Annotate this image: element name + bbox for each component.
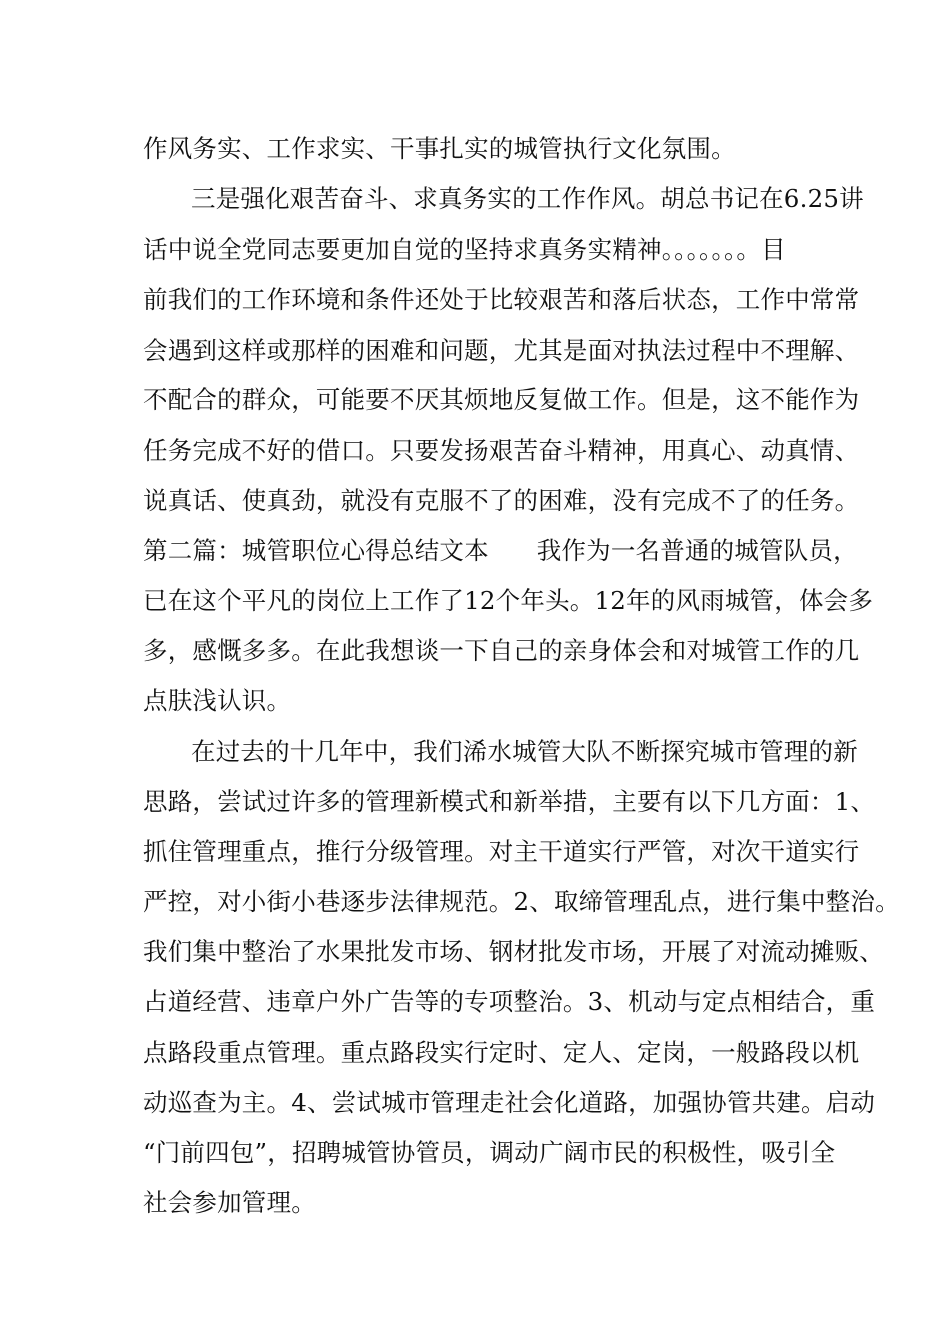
text-line: 点路段重点管理。重点路段实行定时、定人、定岗，一般路段以机 bbox=[143, 1038, 860, 1067]
paragraph-start-line: 在过去的十几年中，我们浠水城管大队不断探究城市管理的新 bbox=[191, 737, 858, 766]
text-line: 我们集中整治了水果批发市场、钢材批发市场，开展了对流动摊贩、 bbox=[143, 937, 884, 966]
text-line: 说真话、使真劲，就没有克服不了的困难，没有完成不了的任务。 bbox=[143, 486, 860, 515]
text-line: 任务完成不好的借口。只要发扬艰苦奋斗精神，用真心、动真情、 bbox=[143, 436, 860, 465]
paragraph-start-line: 三是强化艰苦奋斗、求真务实的工作作风。胡总书记在6.25讲 bbox=[191, 184, 864, 213]
text-line: 多，感慨多多。在此我想谈一下自己的亲身体会和对城管工作的几 bbox=[143, 636, 860, 665]
text-line: “门前四包”，招聘城管协管员，调动广阔市民的积极性，吸引全 bbox=[143, 1138, 836, 1167]
text-line: 已在这个平凡的岗位上工作了12个年头。12年的风雨城管，体会多 bbox=[143, 586, 874, 615]
section-heading-line: 第二篇：城管职位心得总结文本 我作为一名普通的城管队员， bbox=[143, 536, 858, 565]
text-line: 社会参加管理。 bbox=[143, 1188, 316, 1217]
text-line: 严控，对小街小巷逐步法律规范。2、取缔管理乱点，进行集中整治。 bbox=[143, 887, 900, 916]
text-line: 不配合的群众，可能要不厌其烦地反复做工作。但是，这不能作为 bbox=[143, 385, 860, 414]
text-line: 动巡查为主。4、尝试城市管理走社会化道路，加强协管共建。启动 bbox=[143, 1088, 876, 1117]
text-line: 占道经营、违章户外广告等的专项整治。3、机动与定点相结合，重 bbox=[143, 987, 876, 1016]
text-line: 抓住管理重点，推行分级管理。对主干道实行严管，对次干道实行 bbox=[143, 837, 860, 866]
text-line: 思路，尝试过许多的管理新模式和新举措，主要有以下几方面：1、 bbox=[143, 787, 876, 816]
text-line: 作风务实、工作求实、干事扎实的城管执行文化氛围。 bbox=[143, 134, 736, 163]
text-line: 点肤浅认识。 bbox=[143, 686, 292, 715]
text-line: 会遇到这样或那样的困难和问题，尤其是面对执法过程中不理解、 bbox=[143, 336, 860, 365]
text-line: 话中说全党同志要更加自觉的坚持求真务实精神。。。。。。。目 bbox=[143, 235, 786, 264]
text-line: 前我们的工作环境和条件还处于比较艰苦和落后状态，工作中常常 bbox=[143, 285, 860, 314]
